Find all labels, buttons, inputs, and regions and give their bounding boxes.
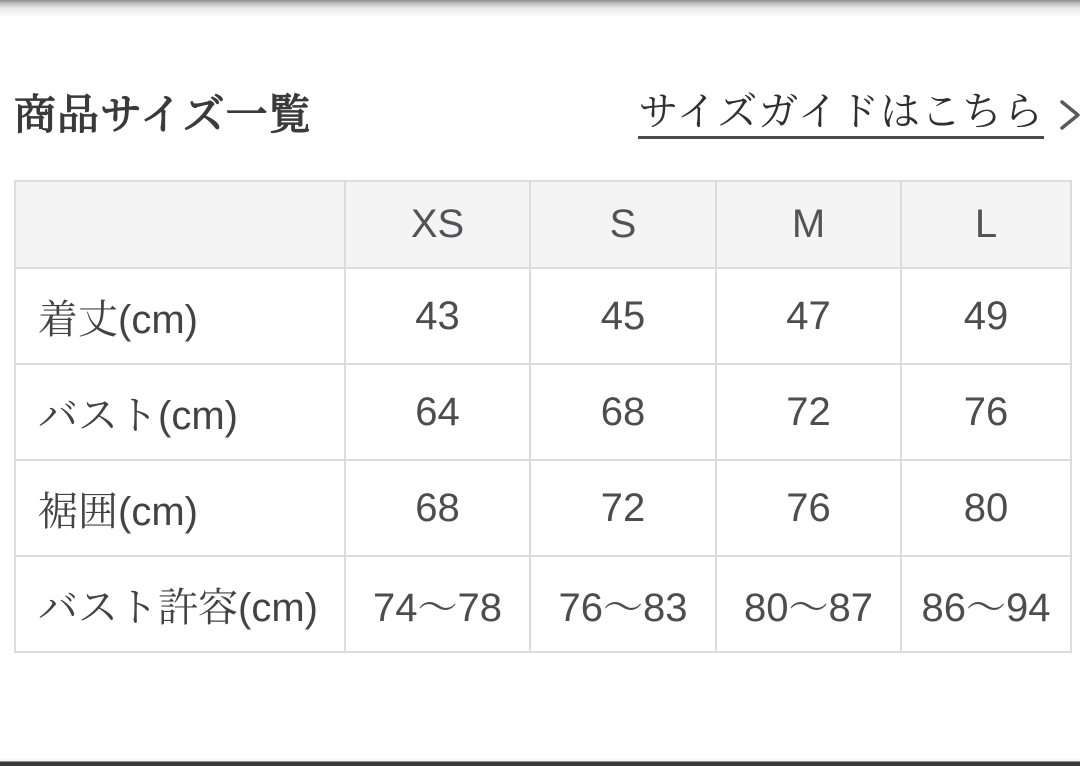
row-label-cell: 着丈(cm) — [15, 268, 345, 364]
chevron-right-icon — [1056, 93, 1080, 137]
header-cell-blank — [15, 181, 345, 268]
table-row-length — [15, 268, 1071, 364]
value-cell: 68 — [345, 460, 530, 556]
value-cell: 45 — [530, 268, 716, 364]
value-cell: 76〜83 — [530, 556, 716, 652]
row-label-cell: バスト許容(cm) — [15, 556, 345, 652]
bottom-edge-bar — [0, 758, 1080, 766]
size-guide-link[interactable] — [638, 89, 1080, 139]
value-cell: 64 — [345, 364, 530, 460]
table-row-hem — [15, 460, 1071, 556]
row-label-cell: 裾囲(cm) — [15, 460, 345, 556]
header-cell-s: S — [530, 181, 716, 268]
value-cell: 76 — [716, 460, 901, 556]
size-table — [14, 180, 1072, 653]
table-row-bust — [15, 364, 1071, 460]
value-cell: 76 — [901, 364, 1071, 460]
top-edge-shadow — [0, 0, 1080, 18]
row-label-cell: バスト(cm) — [15, 364, 345, 460]
value-cell: 80 — [901, 460, 1071, 556]
value-cell: 74〜78 — [345, 556, 530, 652]
header-cell-xs: XS — [345, 181, 530, 268]
section-header — [14, 86, 1080, 144]
value-cell: 49 — [901, 268, 1071, 364]
value-cell: 68 — [530, 364, 716, 460]
value-cell: 72 — [530, 460, 716, 556]
header-cell-l: L — [901, 181, 1071, 268]
value-cell: 47 — [716, 268, 901, 364]
size-guide-link-label: サイズガイドはこちら — [638, 92, 1044, 139]
page-title: 商品サイズ一覧 — [14, 91, 312, 138]
value-cell: 86〜94 — [901, 556, 1071, 652]
size-table-header-row — [15, 181, 1071, 268]
table-row-bust-allowance — [15, 556, 1071, 652]
value-cell: 43 — [345, 268, 530, 364]
value-cell: 80〜87 — [716, 556, 901, 652]
value-cell: 72 — [716, 364, 901, 460]
header-cell-m: M — [716, 181, 901, 268]
